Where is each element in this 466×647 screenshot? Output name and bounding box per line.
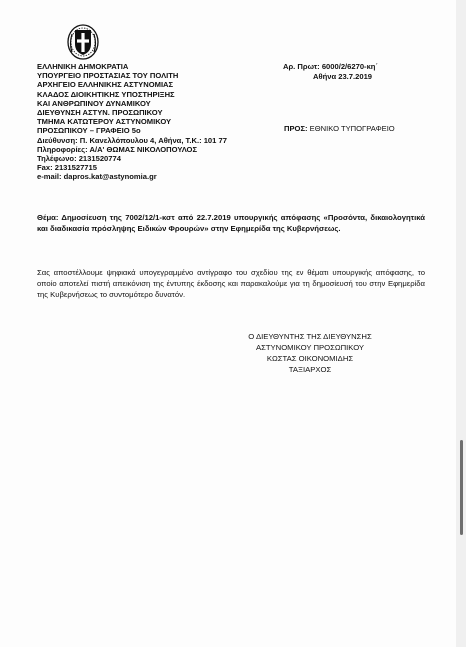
recipient-label: ΠΡΟΣ: xyxy=(284,124,308,133)
signature-title: Ο ΔΙΕΥΘΥΝΤΗΣ ΤΗΣ ΔΙΕΥΘΥΝΣΗΣ xyxy=(248,332,372,341)
protocol-number: Αρ. Πρωτ: 6000/2/6270-κη΄ xyxy=(283,62,378,71)
document-date: Αθήνα 23.7.2019 xyxy=(313,72,373,81)
header-line-country: ΕΛΛΗΝΙΚΗ ΔΗΜΟΚΡΑΤΙΑ xyxy=(37,62,129,71)
signature-name: ΚΩΣΤΑΣ ΟΙΚΟΝΟΜΙΔΗΣ xyxy=(266,354,354,363)
protocol-reference xyxy=(283,62,378,82)
header-line-directorate: ΔΙΕΥΘΥΝΣΗ ΑΣΤΥΝ. ΠΡΟΣΩΠΙΚΟΥ xyxy=(37,108,163,118)
header-line-fax: Fax: 2131527715 xyxy=(37,163,97,173)
header-line-ministry: ΥΠΟΥΡΓΕΙΟ ΠΡΟΣΤΑΣΙΑΣ ΤΟΥ ΠΟΛΙΤΗ xyxy=(37,71,179,81)
header-line-hq: ΑΡΧΗΓΕΙΟ ΕΛΛΗΝΙΚΗΣ ΑΣΤΥΝΟΜΙΑΣ xyxy=(37,80,174,90)
scrollbar-thumb[interactable] xyxy=(460,440,463,535)
header-line-department: ΤΜΗΜΑ ΚΑΤΩΤΕΡΟΥ ΑΣΤΥΝΟΜΙΚΟΥ xyxy=(37,117,172,127)
header-line-office: ΠΡΟΣΩΠΙΚΟΥ – ΓΡΑΦΕΙΟ 5ο xyxy=(37,126,141,136)
recipient xyxy=(284,124,395,133)
header-line-address: Διεύθυνση: Π. Κανελλόπουλου 4, Αθήνα, Τ.Κ.: 101 77 xyxy=(37,135,227,145)
sender-header xyxy=(37,62,227,182)
header-line-branch-2: ΚΑΙ ΑΝΘΡΩΠΙΝΟΥ ΔΥΝΑΜΙΚΟΥ xyxy=(37,98,151,108)
signature-block xyxy=(235,331,385,375)
recipient-value: ΕΘΝΙΚΟ ΤΥΠΟΓΡΑΦΕΙΟ xyxy=(309,124,395,133)
signature-directorate: ΑΣΤΥΝΟΜΙΚΟΥ ΠΡΟΣΩΠΙΚΟΥ xyxy=(255,343,365,352)
header-line-phone: Τηλέφωνο: 2131520774 xyxy=(37,154,121,164)
viewer-edge xyxy=(456,0,466,647)
header-line-email: e-mail: dapros.kat@astynomia.gr xyxy=(37,172,157,182)
header-line-branch: ΚΛΑΔΟΣ ΔΙΟΙΚΗΤΙΚΗΣ ΥΠΟΣΤΗΡΙΞΗΣ xyxy=(37,89,175,99)
subject-paragraph: Θέμα: Δημοσίευση της 7002/12/1-κστ από 22.7.2019 υπουργικής απόφασης «Προσόντα, δικαιολογητικά και διαδικασία πρόσληψης Ειδικών Φρουρών» στην Εφημερίδα της Κυβερνήσεως. xyxy=(37,213,425,233)
signature-rank: ΤΑΞΙΑΡΧΟΣ xyxy=(288,365,332,374)
greek-coat-of-arms-icon xyxy=(66,22,100,60)
body-paragraph: Σας αποστέλλουμε ψηφιακά υπογεγραμμένο αντίγραφο του σχεδίου της εν θέματι υπουργικής απόφασης, το οποίο αποτελεί πιστή απεικόνιση της έντυπης έκδοσης και παρακαλούμε για τη δημοσίευσή του στην Εφημερίδα της Κυβερνήσεως το συντομότερο δυνατόν. xyxy=(37,268,425,299)
header-line-info: Πληροφορίες: Α/Α' ΘΩΜΑΣ ΝΙΚΟΛΟΠΟΥΛΟΣ xyxy=(37,144,198,154)
